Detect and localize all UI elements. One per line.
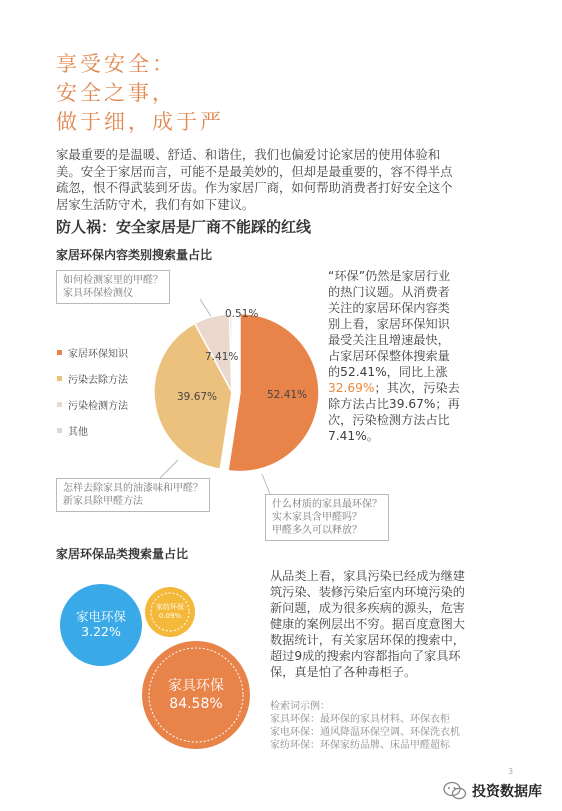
bubble-appliance-value: 3.22% [81, 624, 121, 639]
callout-removal-line-2: 新家具除甲醛方法 [63, 496, 143, 507]
bubble-furniture-label [146, 677, 246, 713]
keyword-line: 家具环保：最环保的家具材料、环保衣柜 [270, 714, 450, 725]
chart2-title: 家居环保品类搜索量占比 [56, 547, 189, 561]
pie-label-detection: 7.41% [205, 351, 239, 363]
pie-label-other: 0.51% [225, 308, 259, 320]
bubble-textile-value: 0.09% [158, 612, 182, 620]
chart1-description-part-3: ；其次，污染去除方法占比39.67%；再次，污染检测方法占比7.41%。 [328, 381, 460, 443]
callout-detection-line-1: 如何检测家里的甲醛？ [63, 275, 163, 286]
footer-brand [443, 781, 542, 801]
legend-label: 污染去除方法 [68, 374, 128, 386]
callout-detection-line-2: 家具环保检测仪 [63, 288, 133, 299]
pie-label-removal: 39.67% [177, 391, 218, 403]
chart1-title: 家居环保内容类别搜索量占比 [56, 248, 213, 262]
bubble-textile-label [148, 603, 192, 621]
footer-brand-name: 投资数据库 [472, 784, 542, 800]
bubble-textile-name: 家纺环保 [156, 603, 184, 611]
growth-highlight: 32.69% [328, 381, 375, 395]
headline-line-3: 做于细，成于严 [56, 110, 224, 134]
keyword-line: 家电环保：通风降温环保空调、环保洗衣机 [270, 727, 460, 738]
bubble-furniture-value: 84.58% [169, 696, 223, 712]
headline-line-1: 享受安全： [56, 52, 176, 76]
legend-label: 其他 [68, 426, 88, 438]
chart2-description: 从品类上看，家具污染已经成为继建筑污染、装修污染后室内环境污染的新问题，成为很多疾病的源头，危害健康的案例层出不穷。据百度意图大数据统计，有关家居环保的搜索中，超过9成的搜索内容都指向了家具环保，真是怕了各种毒柜子。 [270, 569, 465, 679]
bubble-appliance-name: 家电环保 [75, 609, 126, 624]
section-title: 防人祸：安全家居是厂商不能踩的红线 [56, 218, 312, 236]
intro-paragraph: 家最重要的是温暖、舒适、和谐住，我们也偏爱讨论家居的使用体验和美。安全于家居而言，可能不是最美妙的，但却是最重要的，容不得半点疏忽，恨不得武装到牙齿。作为家居厂商，如何帮助消费者打好安全这个居家生活防守术，我们有如下建议。 [56, 147, 453, 212]
page-number: 3 [508, 767, 514, 776]
wechat-icon [443, 781, 467, 801]
callout-removal-line-1: 怎样去除家具的油漆味和甲醛？ [63, 483, 203, 494]
bubble-appliance-label [60, 609, 142, 639]
callout-knowledge-line-3: 甲醛多久可以释放？ [272, 525, 362, 536]
pie-label-knowledge: 52.41% [267, 389, 308, 401]
callout-knowledge-line-1: 什么材质的家具最环保？ [272, 499, 382, 510]
callout-knowledge-line-2: 实木家具含甲醛吗？ [272, 512, 362, 523]
keyword-examples [270, 700, 485, 752]
chart1-description-part-1: “环保”仍然是家居行业的热门议题。从消费者关注的家居环保内容类别上看，家居环保知识最受关注且增速最快，占家居环保整体搜索量的52.41%，同比上涨 [328, 269, 451, 379]
legend-label: 污染检测方法 [68, 400, 128, 412]
bubble-furniture-name: 家具环保 [168, 678, 224, 694]
headline-line-2: 安全之事， [56, 81, 176, 105]
keyword-line: 家纺环保：环保家纺品牌、床品甲醛超标 [270, 740, 450, 751]
keywords-title: 检索词示例： [270, 701, 330, 712]
legend-label: 家居环保知识 [68, 348, 128, 360]
